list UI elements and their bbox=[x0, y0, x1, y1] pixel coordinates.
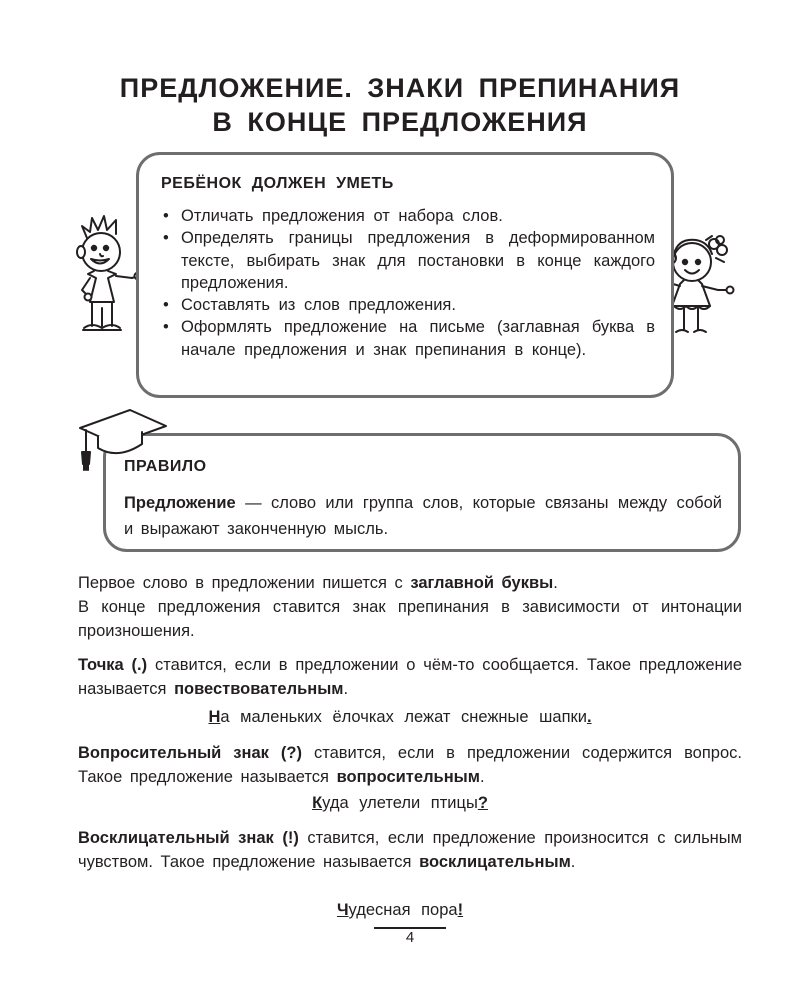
page-number: 4 bbox=[405, 929, 415, 946]
exclamation-example-first-letter: Ч bbox=[336, 901, 349, 919]
skill-item: • Оформлять предложение на письме (заглавная буква в начале предложения и знак препинания в конце). bbox=[161, 316, 655, 361]
page-title-line-1: ПРЕДЛОЖЕНИЕ. ЗНАКИ ПРЕПИНАНИЯ bbox=[119, 73, 681, 103]
exclamation-text: ставится, если предложение произносится с сильным чувством. Такое предложение называется bbox=[78, 829, 742, 871]
period-end: . bbox=[343, 680, 349, 698]
intro-paragraph-2: В конце предложения ставится знак препинания в зависимости от интонации произношения. bbox=[78, 598, 742, 640]
period-example-body: а маленьких ёлочках лежат снежные шапки bbox=[220, 708, 587, 726]
skills-heading: РЕБЁНОК ДОЛЖЕН УМЕТЬ bbox=[161, 175, 394, 192]
page-title-line-2: В КОНЦЕ ПРЕДЛОЖЕНИЯ bbox=[212, 107, 588, 137]
period-paragraph bbox=[78, 653, 742, 701]
rule-heading: ПРАВИЛО bbox=[124, 458, 207, 475]
question-paragraph bbox=[78, 741, 742, 789]
rule-term: Предложение bbox=[124, 494, 236, 512]
graduation-cap-icon bbox=[76, 406, 168, 474]
question-example-body: уда улетели птицы bbox=[322, 794, 478, 812]
period-type: повествовательным bbox=[174, 680, 344, 698]
period-example-mark: . bbox=[586, 708, 592, 726]
exclamation-example bbox=[0, 898, 800, 922]
skill-item: • Определять границы предложения в деформированном тексте, выбирать знак для постановки в конце каждого предложения. bbox=[161, 227, 655, 294]
exclamation-term: Восклицательный знак (!) bbox=[78, 829, 299, 847]
exclamation-example-body: удесная пора bbox=[348, 901, 458, 919]
intro-paragraph-1 bbox=[78, 571, 742, 595]
question-example-first-letter: К bbox=[312, 794, 323, 812]
period-example bbox=[0, 705, 800, 729]
skill-item: • Составлять из слов предложения. bbox=[161, 294, 655, 316]
rule-definition bbox=[124, 490, 722, 542]
rule-box bbox=[103, 433, 741, 552]
rule-definition-text: — слово или группа слов, которые связаны между собой и выражают законченную мысль. bbox=[124, 494, 722, 538]
exclamation-example-mark: ! bbox=[457, 901, 464, 919]
intro-end: . bbox=[553, 574, 558, 592]
exclamation-type: восклицательным bbox=[419, 853, 571, 871]
period-example-first-letter: Н bbox=[208, 708, 221, 726]
intro-text: Первое слово в предложении пишется с bbox=[78, 574, 411, 592]
intro-bold: заглавной буквы bbox=[410, 574, 554, 592]
exclamation-paragraph bbox=[78, 826, 742, 874]
question-example bbox=[0, 791, 800, 815]
question-text: ставится, если в предложении содержится вопрос. Такое предложение называется bbox=[78, 744, 742, 786]
skills-box bbox=[136, 152, 674, 398]
question-example-mark: ? bbox=[477, 794, 488, 812]
question-end: . bbox=[479, 768, 485, 786]
exclamation-end: . bbox=[570, 853, 576, 871]
skill-item: • Отличать предложения от набора слов. bbox=[161, 205, 655, 227]
period-term: Точка (.) bbox=[78, 656, 148, 674]
skills-list bbox=[161, 205, 655, 361]
question-term: Вопросительный знак (?) bbox=[78, 744, 302, 762]
period-text: ставится, если в предложении о чём-то сообщается. Такое предложение называется bbox=[78, 656, 742, 698]
question-type: вопросительным bbox=[336, 768, 480, 786]
